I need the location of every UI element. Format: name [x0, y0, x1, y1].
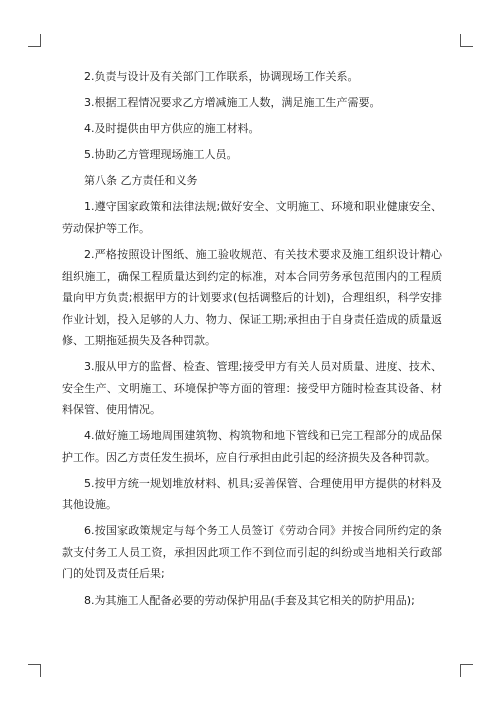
crop-mark-top-right	[460, 34, 473, 47]
paragraph-2: 3.根据工程情况要求乙方增减施工人数，满足施工生产需要。	[84, 96, 381, 110]
crop-mark-top-left	[28, 34, 41, 47]
paragraph-12: 8.为其施工人配备必要的劳动保护用品(手套及其它相关的防护用品);	[84, 593, 415, 607]
paragraph-7: 2.严格按照设计图纸、施工验收规范、有关技术要求及施工组织设计精心组织施工，确保工程质量达到约定的标准，对本合同劳务承包范围内的工程质量向甲方负责;根据甲方的计划要求(包括调整后的计划)，合理组织，科学安排作业计划，投入足够的人力、物力、保证工期;承担由于自身责任造成的质量返修、工期拖延损失及各种罚款。	[62, 248, 442, 348]
paragraph-3: 4.及时提供由甲方供应的施工材料。	[84, 122, 260, 136]
paragraph-8: 3.服从甲方的监督、检查、管理;接受甲方有关人员对质量、进度、技术、安全生产、文明施工、环境保护等方面的管理：接受甲方随时检查其设备、材料保管、使用情况。	[62, 360, 442, 417]
section-heading: 第八条 乙方责任和义务	[84, 174, 198, 188]
paragraph-6: 1.遵守国家政策和法律法规;做好安全、文明施工、环境和职业健康安全、劳动保护等工作。	[62, 200, 442, 235]
document-body	[62, 66, 442, 611]
paragraph-9: 4.做好施工场地周围建筑物、构筑物和地下管线和已完工程部分的成品保护工作。因乙方责任发生损坏，应自行承担由此引起的经济损失及各种罚款。	[62, 429, 442, 464]
paragraph-11: 6.按国家政策规定与每个务工人员签订《劳动合同》并按合同所约定的条款支付务工人员工资，承担因此项工作不到位而引起的纠纷或当地相关行政部门的处罚及责任后果;	[62, 524, 442, 581]
crop-mark-bottom-right	[460, 664, 473, 677]
paragraph-1: 2.负责与设计及有关部门工作联系，协调现场工作关系。	[84, 70, 359, 83]
paragraph-10: 5.按甲方统一规划堆放材料、机具;妥善保管、合理使用甲方提供的材料及其他设施。	[62, 476, 442, 512]
paragraph-4: 5.协助乙方管理现场施工人员。	[84, 148, 238, 162]
crop-mark-bottom-left	[28, 664, 41, 677]
